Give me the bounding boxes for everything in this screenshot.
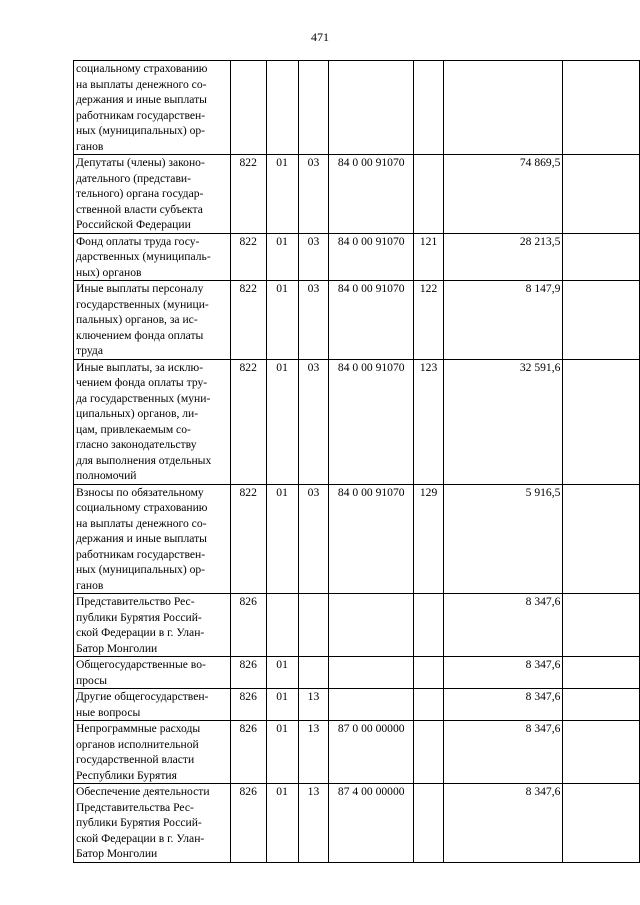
row-subsection: 13 (298, 721, 329, 784)
row-expense-type: 129 (414, 484, 444, 594)
row-subsection (298, 594, 329, 657)
row-admin-code: 826 (230, 721, 266, 784)
row-empty-cell (563, 155, 640, 234)
row-expense-type: 122 (414, 281, 444, 360)
row-expense-type (414, 594, 444, 657)
row-target-article: 84 0 00 91070 (329, 484, 414, 594)
row-target-article (329, 61, 414, 155)
row-amount: 8 347,6 (444, 657, 563, 689)
row-admin-code: 826 (230, 657, 266, 689)
row-subsection: 13 (298, 689, 329, 721)
row-admin-code: 822 (230, 233, 266, 281)
row-name: Депутаты (члены) законо- дательного (представи- тельного) органа государ- ственной власти субъекта Российской Федерации (74, 155, 231, 234)
row-admin-code: 822 (230, 359, 266, 484)
row-admin-code: 826 (230, 689, 266, 721)
row-section (266, 594, 298, 657)
row-name: Непрограммные расходы органов исполнительной государственной власти Республики Бурятия (74, 721, 231, 784)
row-empty-cell (563, 484, 640, 594)
row-name: Другие общегосударствен- ные вопросы (74, 689, 231, 721)
page-number: 471 (311, 30, 329, 44)
row-subsection: 03 (298, 233, 329, 281)
row-section: 01 (266, 233, 298, 281)
row-target-article: 84 0 00 91070 (329, 359, 414, 484)
row-section: 01 (266, 784, 298, 863)
row-amount (444, 61, 563, 155)
table-row (74, 784, 640, 863)
row-admin-code: 822 (230, 155, 266, 234)
table-row (74, 281, 640, 360)
row-subsection (298, 61, 329, 155)
row-target-article: 84 0 00 91070 (329, 155, 414, 234)
row-empty-cell (563, 721, 640, 784)
row-subsection: 03 (298, 281, 329, 360)
row-subsection: 03 (298, 155, 329, 234)
row-expense-type (414, 61, 444, 155)
row-target-article (329, 689, 414, 721)
row-amount: 8 147,9 (444, 281, 563, 360)
row-admin-code: 822 (230, 484, 266, 594)
row-amount: 8 347,6 (444, 689, 563, 721)
row-name: Общегосударственные во- просы (74, 657, 231, 689)
row-name: Иные выплаты, за исклю- чением фонда оплаты тру- да государственных (муни- ципальных) органов, ли- цам, привлекаемым со- гласно законодательству для выполнения отдельных полномочий (74, 359, 231, 484)
row-target-article: 84 0 00 91070 (329, 233, 414, 281)
row-section: 01 (266, 359, 298, 484)
table-row (74, 689, 640, 721)
row-expense-type (414, 155, 444, 234)
row-amount: 32 591,6 (444, 359, 563, 484)
table-row (74, 233, 640, 281)
table-row (74, 359, 640, 484)
row-target-article (329, 594, 414, 657)
row-expense-type (414, 657, 444, 689)
row-subsection: 03 (298, 484, 329, 594)
row-target-article: 84 0 00 91070 (329, 281, 414, 360)
row-amount: 74 869,5 (444, 155, 563, 234)
row-empty-cell (563, 594, 640, 657)
budget-table (73, 60, 640, 863)
row-name: Взносы по обязательному социальному страхованию на выплаты денежного со- держания и иные выплаты работникам государствен- ных (муниципальных) ор- ганов (74, 484, 231, 594)
table-row (74, 657, 640, 689)
row-admin-code: 826 (230, 594, 266, 657)
row-empty-cell (563, 233, 640, 281)
row-subsection: 13 (298, 784, 329, 863)
row-section (266, 61, 298, 155)
row-section: 01 (266, 281, 298, 360)
row-subsection (298, 657, 329, 689)
row-name: Иные выплаты персоналу государственных (муници- пальных) органов, за ис- ключением фонда оплаты труда (74, 281, 231, 360)
row-subsection: 03 (298, 359, 329, 484)
row-section: 01 (266, 484, 298, 594)
row-section: 01 (266, 721, 298, 784)
row-name: Обеспечение деятельности Представительства Рес- публики Бурятия Россий- ской Федерации в г. Улан- Батор Монголии (74, 784, 231, 863)
table-row (74, 594, 640, 657)
row-expense-type (414, 689, 444, 721)
row-amount: 8 347,6 (444, 784, 563, 863)
row-admin-code (230, 61, 266, 155)
row-empty-cell (563, 359, 640, 484)
table-row (74, 721, 640, 784)
row-section: 01 (266, 657, 298, 689)
row-admin-code: 822 (230, 281, 266, 360)
table-row (74, 484, 640, 594)
row-name: социальному страхованию на выплаты денежного со- держания и иные выплаты работникам государствен- ных (муниципальных) ор- ганов (74, 61, 231, 155)
table-row (74, 61, 640, 155)
row-empty-cell (563, 281, 640, 360)
row-amount: 8 347,6 (444, 721, 563, 784)
row-section: 01 (266, 689, 298, 721)
row-expense-type (414, 784, 444, 863)
row-expense-type: 123 (414, 359, 444, 484)
row-amount: 28 213,5 (444, 233, 563, 281)
row-empty-cell (563, 61, 640, 155)
table-row (74, 155, 640, 234)
row-admin-code: 826 (230, 784, 266, 863)
row-expense-type: 121 (414, 233, 444, 281)
row-target-article (329, 657, 414, 689)
row-name: Фонд оплаты труда госу- дарственных (муниципаль- ных) органов (74, 233, 231, 281)
row-name: Представительство Рес- публики Бурятия Россий- ской Федерации в г. Улан- Батор Монголии (74, 594, 231, 657)
row-section: 01 (266, 155, 298, 234)
row-amount: 8 347,6 (444, 594, 563, 657)
row-target-article: 87 4 00 00000 (329, 784, 414, 863)
row-amount: 5 916,5 (444, 484, 563, 594)
row-empty-cell (563, 657, 640, 689)
row-target-article: 87 0 00 00000 (329, 721, 414, 784)
row-empty-cell (563, 689, 640, 721)
row-empty-cell (563, 784, 640, 863)
row-expense-type (414, 721, 444, 784)
